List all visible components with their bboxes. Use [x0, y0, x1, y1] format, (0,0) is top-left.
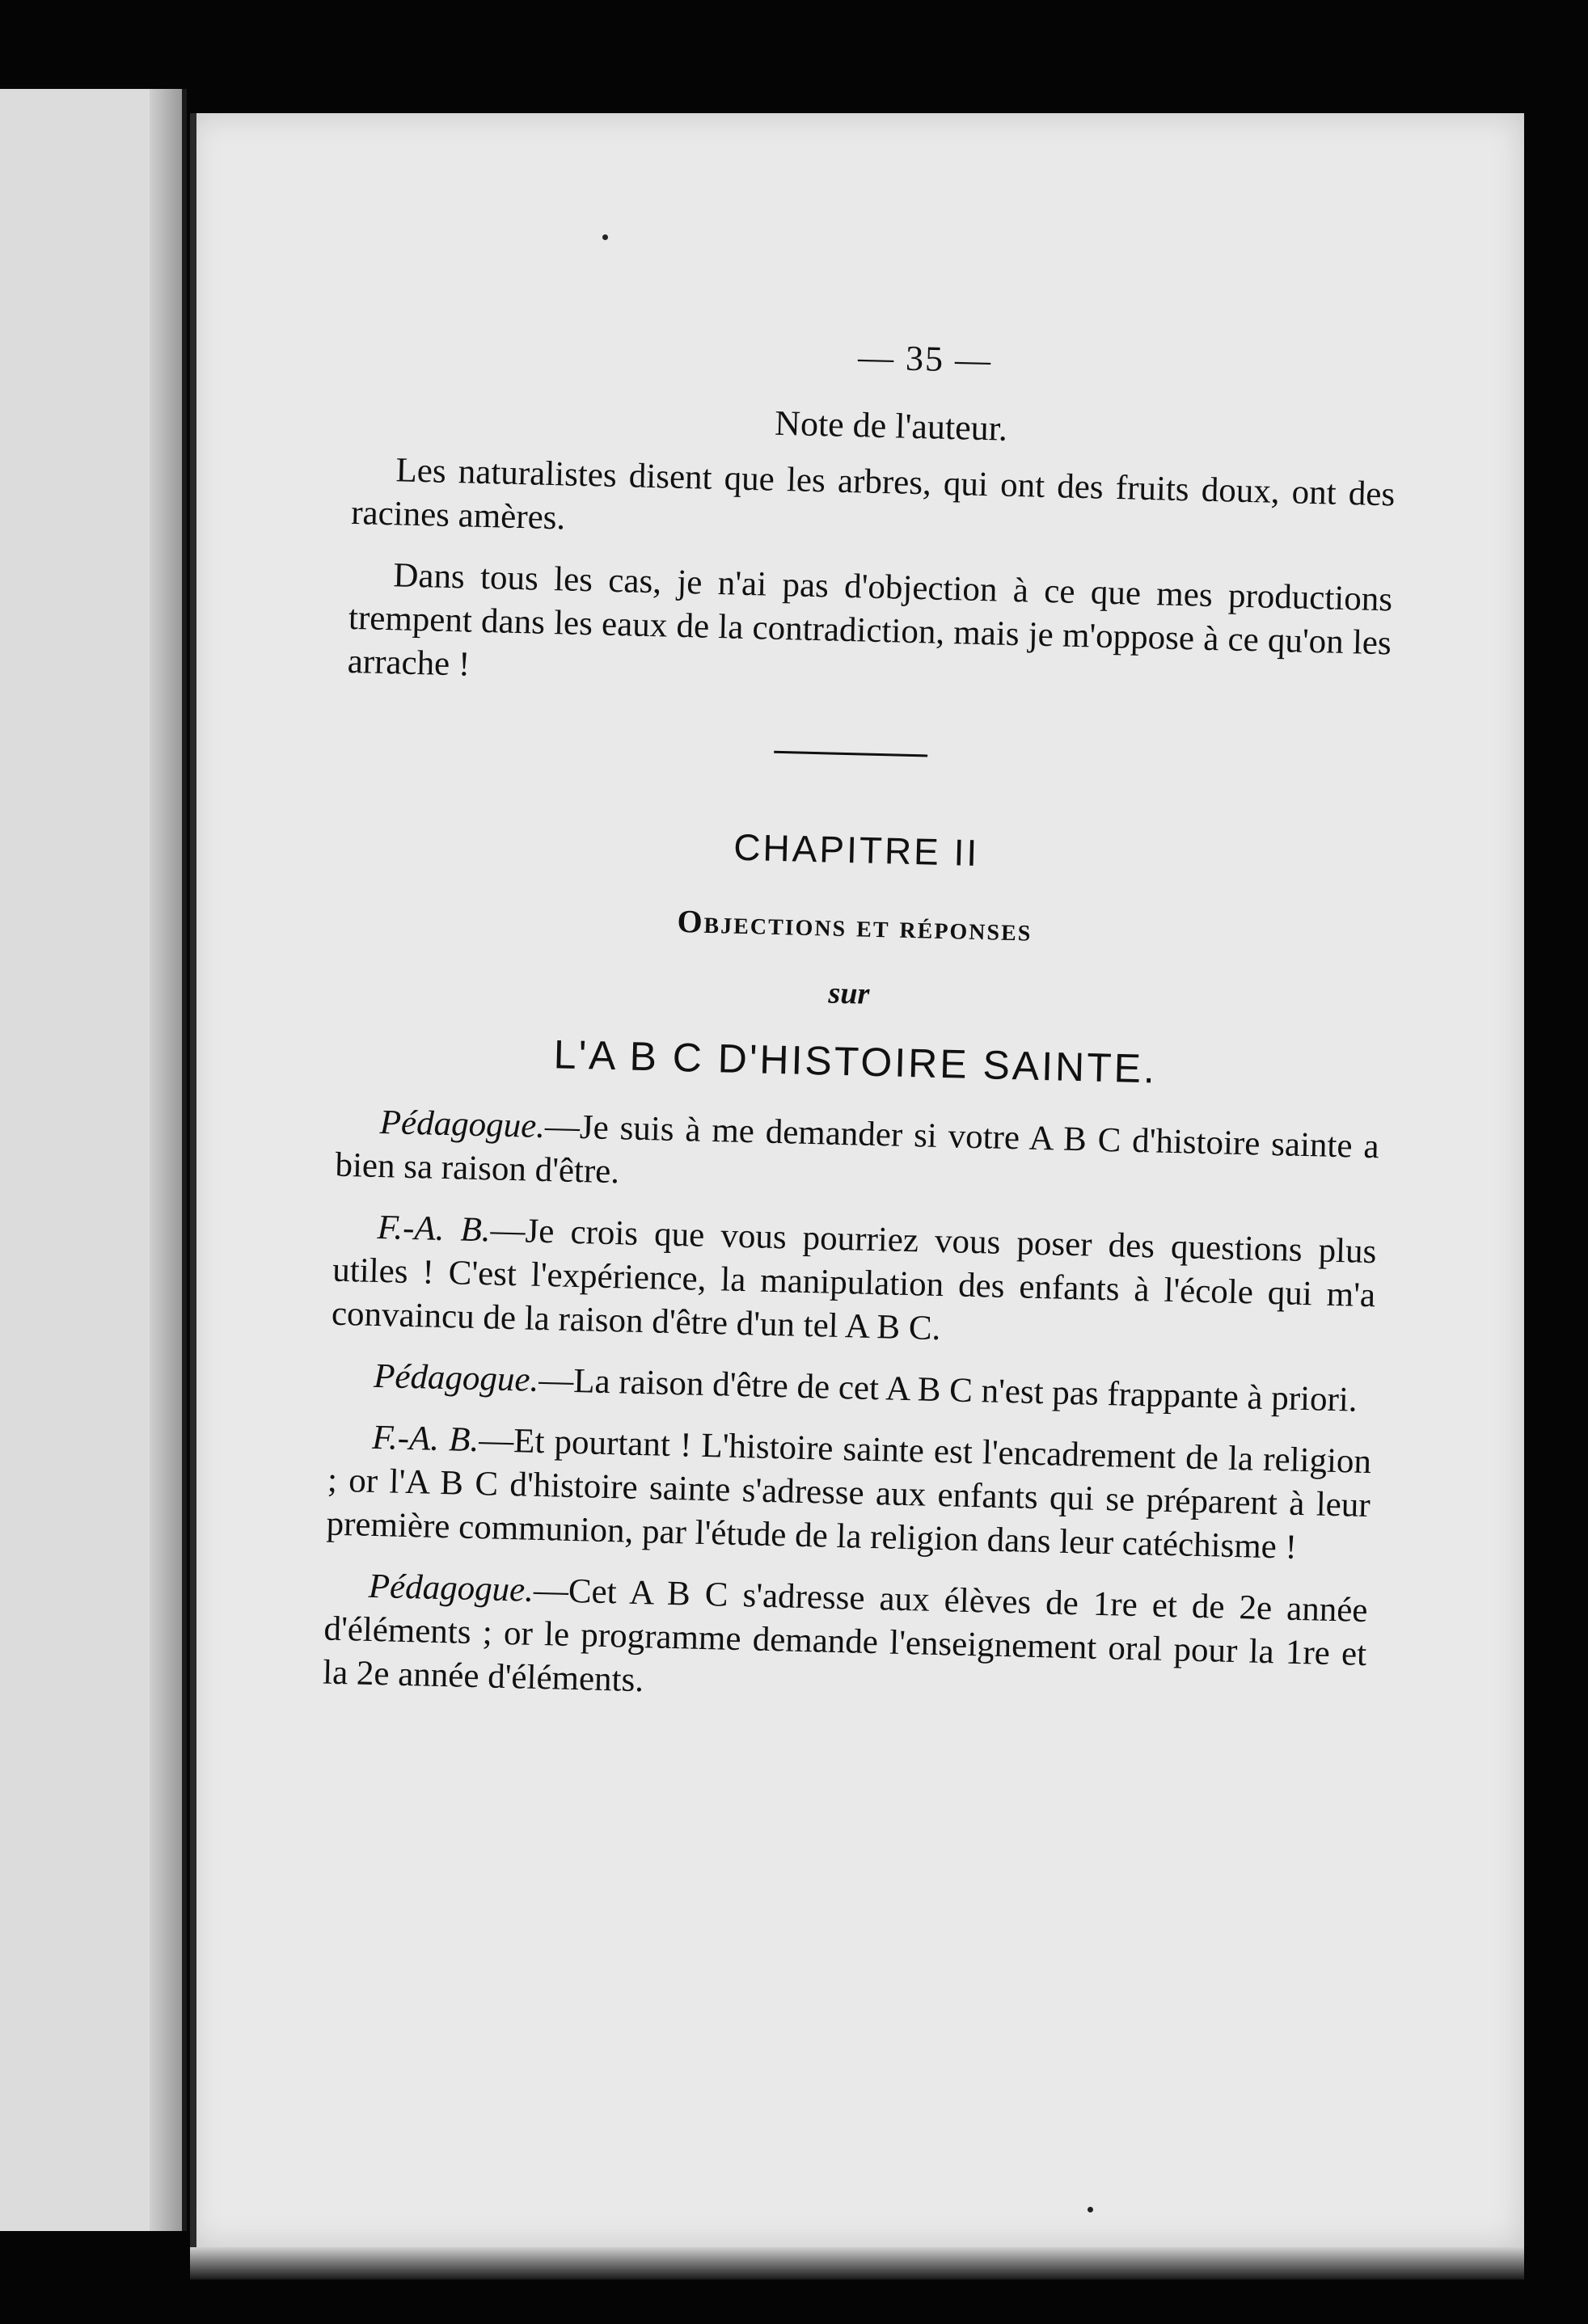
chapter-subtitle: Objections et réponses	[676, 902, 1033, 948]
dialogue-paragraph	[335, 1100, 1379, 1213]
dialogue-text: —Cet A B C s'adresse aux élèves de 1re et de 2e année d'éléments ; or le programme demande l'enseignement oral pour la 1re et la 2e année d'éléments.	[322, 1571, 1369, 1700]
chapter-title: CHAPITRE II	[733, 825, 980, 875]
page-shadow	[150, 89, 182, 2231]
dialogue-text: —Je suis à me demander si votre A B C d'histoire sainte a bien sa raison d'être.	[334, 1107, 1380, 1192]
dialogue-paragraph	[326, 1415, 1372, 1571]
page-bottom-edge	[190, 2247, 1524, 2280]
chapter-sur: sur	[828, 976, 870, 1011]
page-text-block	[322, 323, 1399, 1738]
dialogue-text: —Je crois que vous pourriez vous poser des questions plus utiles ! C'est l'expérience, la manipulation des enfants à l'école qui m'a convaincu de la raison d'être d'un tel A B C.	[331, 1211, 1377, 1348]
speaker-label: Pédagogue.	[373, 1356, 539, 1399]
note-title: Note de l'auteur.	[774, 403, 1008, 449]
dialogue-paragraph	[330, 1354, 1374, 1424]
speaker-label: F.-A. B.	[377, 1208, 492, 1250]
speck	[602, 234, 608, 240]
note-paragraph-1: Les naturalistes disent que les arbres, qui ont des fruits doux, ont des racines amères.	[350, 451, 1396, 538]
note-paragraph-2: Dans tous les cas, je n'ai pas d'objection à ce que mes productions trempent dans les eaux de la contradiction, mais je m'oppose à ce qu'on les arrache !	[347, 556, 1393, 684]
speaker-label: Pédagogue.	[379, 1103, 546, 1146]
section-divider	[774, 751, 927, 757]
dialogue-text: —Et pourtant ! L'histoire sainte est l'encadrement de la religion ; or l'A B C d'histoire sainte s'adresse aux enfants qui se préparent à leur première communion, par l'étude de la religion dans leur catéchisme !	[326, 1421, 1372, 1567]
speck	[1088, 2207, 1093, 2212]
spine-line	[190, 113, 196, 2247]
speaker-label: F.-A. B.	[371, 1418, 479, 1460]
dialogue-paragraph	[331, 1205, 1377, 1361]
chapter-heading: L'A B C D'HISTOIRE SAINTE.	[553, 1031, 1158, 1092]
previous-page-edge	[0, 89, 187, 2231]
speaker-label: Pédagogue.	[368, 1567, 534, 1609]
page-number: — 35 —	[857, 337, 993, 381]
dialogue-paragraph	[323, 1564, 1369, 1720]
dialogue-text: —La raison d'être de cet A B C n'est pas frappante à priori.	[538, 1360, 1358, 1419]
